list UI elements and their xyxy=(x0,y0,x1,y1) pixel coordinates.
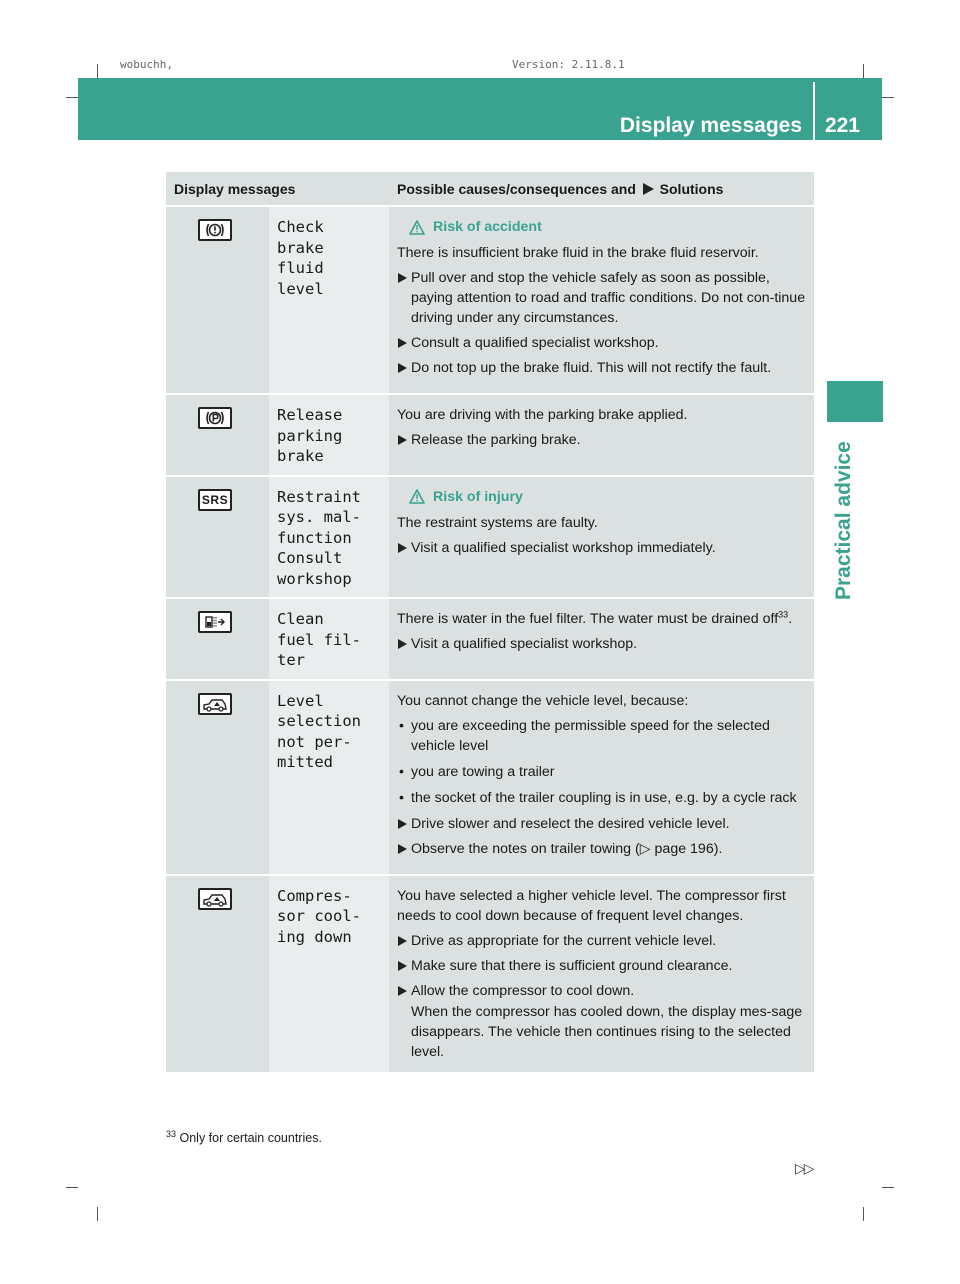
icon-cell xyxy=(166,599,269,681)
description-text: There is insufficient brake fluid in the brake fluid reservoir. xyxy=(397,245,759,261)
description-cell xyxy=(389,207,814,395)
description-cell xyxy=(389,477,814,600)
header-divider xyxy=(813,82,815,140)
description-cell xyxy=(389,681,814,876)
description-cell xyxy=(389,395,814,477)
vehicle-level-icon xyxy=(198,693,232,715)
description-text: You have selected a higher vehicle level. The compressor first needs to cool down because of frequent level changes. xyxy=(397,887,786,924)
continue-arrows-icon: ▷▷ xyxy=(795,1160,813,1176)
crop-mark xyxy=(97,64,98,78)
column-header-causes: Possible causes/consequences and Solutions xyxy=(389,172,814,207)
cause-bullet: • the socket of the trailer coupling is in use, e.g. by a cycle rack xyxy=(397,788,810,808)
table-row xyxy=(166,207,814,395)
warning-notice: Risk of accident xyxy=(409,217,810,237)
solution-step: Consult a qualified specialist workshop. xyxy=(397,333,810,353)
icon-cell xyxy=(166,207,269,395)
code-line: fuel fil- xyxy=(277,630,361,649)
crop-mark xyxy=(863,64,864,78)
table-row xyxy=(166,876,814,1074)
solution-step: Allow the compressor to cool down. xyxy=(397,981,810,1001)
solution-step: Drive as appropriate for the current vehicle level. xyxy=(397,931,810,951)
printmark-center: Version: 2.11.8.1 xyxy=(512,58,625,71)
code-line: selection xyxy=(277,712,361,730)
crop-mark xyxy=(882,97,894,98)
code-line: sor cool- xyxy=(277,907,361,925)
code-line: workshop xyxy=(277,569,352,588)
code-line: brake xyxy=(277,238,324,257)
solution-step: Visit a qualified specialist workshop. xyxy=(397,634,810,654)
solution-step: Release the parking brake. xyxy=(397,430,810,450)
crop-mark xyxy=(863,1207,864,1221)
code-line: sys. mal- xyxy=(277,508,361,526)
warning-triangle-icon xyxy=(409,220,425,235)
code-line: ter xyxy=(277,651,305,669)
icon-cell xyxy=(166,876,269,1074)
footnote-ref: 33 xyxy=(778,609,789,620)
solution-step: Drive slower and reselect the desired vehicle level. xyxy=(397,814,810,834)
icon-cell xyxy=(166,395,269,477)
icon-cell xyxy=(166,477,269,600)
code-line: Clean xyxy=(277,610,324,628)
display-code-cell xyxy=(269,599,389,681)
solution-step: Observe the notes on trailer towing (▷ page 196). xyxy=(397,839,810,859)
table-row xyxy=(166,599,814,681)
table-row xyxy=(166,395,814,477)
footnote: $^{33}$ Only for certain countries. xyxy=(166,1128,322,1145)
display-code-cell xyxy=(269,681,389,876)
solution-step: Do not top up the brake fluid. This will not rectify the fault. xyxy=(397,358,810,378)
table-row xyxy=(166,681,814,876)
code-line: fluid xyxy=(277,259,324,277)
icon-cell xyxy=(166,681,269,876)
description-text: You are driving with the parking brake applied. xyxy=(397,407,688,423)
cause-bullet: • you are towing a trailer xyxy=(397,762,810,782)
warning-notice: Risk of injury xyxy=(409,487,810,507)
display-code-cell xyxy=(269,876,389,1074)
code-line: function xyxy=(277,528,352,547)
column-header-display: Display messages xyxy=(166,172,389,207)
printmark-left: wobuchh, xyxy=(120,58,173,71)
display-code-cell xyxy=(269,477,389,600)
code-line: Check xyxy=(277,218,324,236)
srs-icon-text: SRS xyxy=(201,492,229,507)
description-text: There is water in the fuel filter. The water must be drained off$^{33}$. xyxy=(397,609,793,627)
solution-arrow-icon xyxy=(643,183,654,195)
code-line: level xyxy=(277,279,324,298)
brake-warning-icon xyxy=(198,219,232,241)
description-cell xyxy=(389,599,814,681)
crop-mark xyxy=(97,1207,98,1221)
crop-mark xyxy=(66,1187,78,1188)
display-messages-table xyxy=(166,172,814,1074)
display-code-cell xyxy=(269,207,389,395)
fuel-filter-icon xyxy=(198,611,232,633)
table-row xyxy=(166,477,814,600)
code-line: ing down xyxy=(277,927,352,946)
code-line: Release xyxy=(277,406,343,424)
crop-mark xyxy=(882,1187,894,1188)
parking-brake-icon xyxy=(198,407,232,429)
description-cell xyxy=(389,876,814,1074)
warning-triangle-icon xyxy=(409,489,425,504)
vehicle-level-icon xyxy=(198,888,232,910)
page-header xyxy=(78,78,882,140)
description-text: You cannot change the vehicle level, because: xyxy=(397,692,689,709)
solution-step: Visit a qualified specialist workshop immediately. xyxy=(397,538,810,558)
page-number: 221 xyxy=(824,114,860,137)
display-code-cell xyxy=(269,395,389,477)
code-line: brake xyxy=(277,447,324,465)
code-line: parking xyxy=(277,426,343,445)
side-tab xyxy=(827,381,883,422)
solution-step: Pull over and stop the vehicle safely as soon as possible, paying attention to road and traffic conditions. Do not con-tinue driving under any circumstances. xyxy=(397,268,810,328)
code-line: not per- xyxy=(277,732,352,751)
crop-mark xyxy=(66,97,78,98)
description-text: The restraint systems are faulty. xyxy=(397,514,598,531)
cause-bullet: • you are exceeding the permissible speed for the selected vehicle level xyxy=(397,716,810,756)
table-header-row xyxy=(166,172,814,207)
header-title: Display messages xyxy=(619,114,802,137)
code-line: mitted xyxy=(277,753,333,771)
code-line: Consult xyxy=(277,549,343,567)
solution-step: Make sure that there is sufficient ground clearance. xyxy=(397,956,810,976)
step-result-text: When the compressor has cooled down, the display mes-sage disappears. The vehicle then continues rising to the selected level. xyxy=(411,1003,803,1060)
code-line: Compres- xyxy=(277,886,352,905)
code-line: Restraint xyxy=(277,487,361,506)
srs-icon xyxy=(198,489,232,511)
code-line: Level xyxy=(277,691,324,710)
